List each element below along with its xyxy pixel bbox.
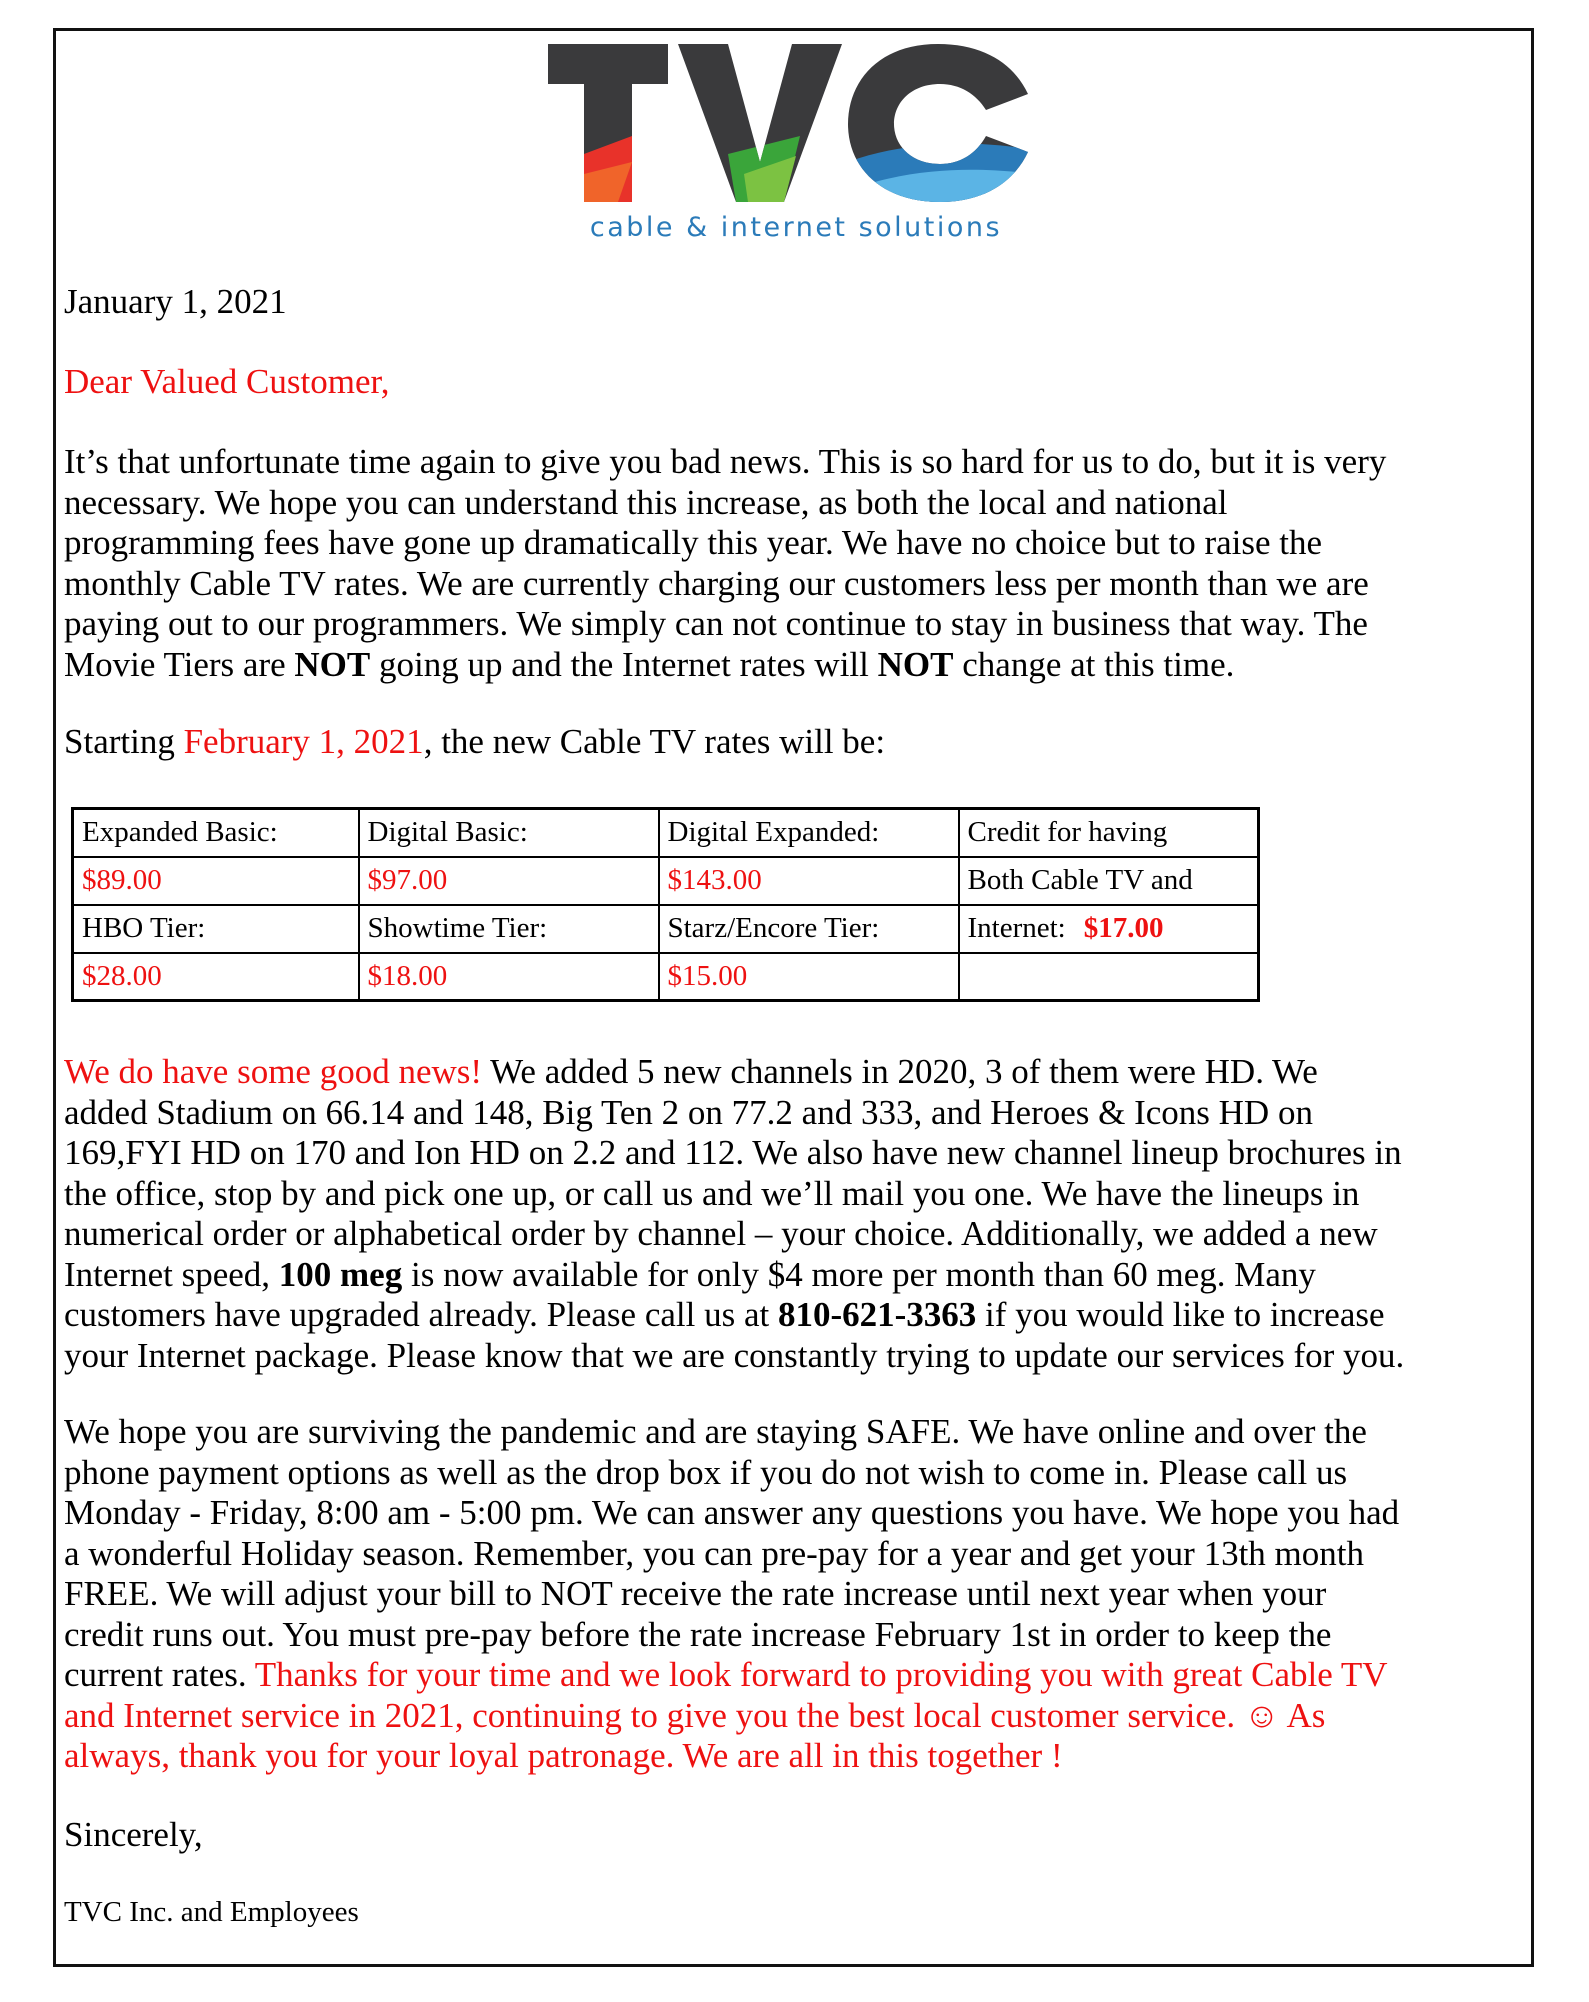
intro-line: monthly Cable TV rates. We are currently charging our customers less per month than we are <box>64 563 1369 603</box>
logo-tagline: cable & internet solutions <box>589 212 1003 243</box>
table-row <box>73 905 1259 953</box>
closing-line: We hope you are surviving the pandemic and are staying SAFE. We have online and over the <box>64 1412 1367 1451</box>
table-cell: Credit for having <box>959 809 1259 857</box>
good-news-line: your Internet package. Please know that we are constantly trying to update our services for you. <box>64 1335 1405 1375</box>
table-row <box>73 809 1259 857</box>
table-cell: Expanded Basic: <box>73 809 359 857</box>
good-news-lead: We do have some good news! <box>64 1052 483 1091</box>
rates-table <box>71 807 1260 1002</box>
internet-speed: 100 meg <box>278 1254 403 1294</box>
signoff: Sincerely, <box>64 1815 203 1854</box>
intro-line: programming fees have gone up dramatically this year. We have no choice but to raise the <box>64 523 1323 562</box>
good-news-line: We do have some good news! We added 5 new channels in 2020, 3 of them were HD. We <box>64 1052 1318 1091</box>
closing-line: and Internet service in 2021, continuing to give you the best local customer service. ☺ As <box>64 1695 1326 1735</box>
good-news-line: customers have upgraded already. Please call us at 810-621-3363 if you would like to increase <box>64 1295 1385 1334</box>
intro-line: It’s that unfortunate time again to give you bad news. This is so hard for us to do, but it is very <box>64 442 1387 481</box>
table-row <box>73 857 1259 905</box>
good-news-line: added Stadium on 66.14 and 148, Big Ten 2 on 77.2 and 333, and Heroes & Icons HD on <box>64 1092 1313 1132</box>
table-cell: $18.00 <box>359 953 659 1001</box>
good-news-line: numerical order or alphabetical order by channel – your choice. Additionally, we added a new <box>64 1214 1378 1253</box>
logo-letter-v <box>678 44 848 202</box>
emphasis-not: NOT <box>877 644 954 684</box>
table-cell: Digital Basic: <box>359 809 659 857</box>
table-cell <box>959 953 1259 1001</box>
intro-paragraph <box>64 442 1386 685</box>
good-news-paragraph <box>64 1052 1404 1376</box>
table-cell: Internet: $17.00 <box>959 905 1259 953</box>
closing-line: always, thank you for your loyal patronage. We are all in this together ! <box>64 1736 1063 1775</box>
table-cell: $28.00 <box>73 953 359 1001</box>
good-news-line: the office, stop by and pick one up, or call us and we’ll mail you one. We have the lineups in <box>64 1173 1360 1213</box>
intro-line: necessary. We hope you can understand this increase, as both the local and national <box>64 482 1228 522</box>
closing-line: FREE. We will adjust your bill to NOT receive the rate increase until next year when your <box>64 1574 1327 1613</box>
starting-line: Starting February 1, 2021, the new Cable TV rates will be: <box>64 722 886 761</box>
effective-date: February 1, 2021 <box>183 722 424 761</box>
table-cell: Starz/Encore Tier: <box>659 905 959 953</box>
closing-paragraph <box>64 1412 1399 1777</box>
table-row <box>73 953 1259 1001</box>
table-cell: HBO Tier: <box>73 905 359 953</box>
table-cell: $143.00 <box>659 857 959 905</box>
letter-date: January 1, 2021 <box>64 282 287 321</box>
closing-line: current rates. Thanks for your time and we look forward to providing you with great Cable TV <box>64 1655 1388 1694</box>
table-cell: Digital Expanded: <box>659 809 959 857</box>
table-cell: $15.00 <box>659 953 959 1001</box>
salutation: Dear Valued Customer, <box>64 362 390 401</box>
logo-letter-t <box>548 44 668 202</box>
signature: TVC Inc. and Employees <box>64 1896 359 1928</box>
closing-line: Monday - Friday, 8:00 am - 5:00 pm. We can answer any questions you have. We hope you had <box>64 1493 1400 1532</box>
emphasis-not: NOT <box>294 644 371 684</box>
table-cell: Showtime Tier: <box>359 905 659 953</box>
table-cell: $89.00 <box>73 857 359 905</box>
phone-number: 810-621-3363 <box>777 1295 977 1334</box>
good-news-line: Internet speed, 100 meg is now available for only $4 more per month than 60 meg. Many <box>64 1254 1316 1294</box>
intro-line: Movie Tiers are NOT going up and the Internet rates will NOT change at this time. <box>64 644 1235 684</box>
intro-line: paying out to our programmers. We simply can not continue to stay in business that way. The <box>64 604 1368 643</box>
good-news-line: 169,FYI HD on 170 and Ion HD on 2.2 and 112. We also have new channel lineup brochures in <box>64 1133 1402 1172</box>
closing-line: a wonderful Holiday season. Remember, you can pre-pay for a year and get your 13th month <box>64 1533 1364 1573</box>
credit-amount: $17.00 <box>1083 912 1164 944</box>
table-cell: $97.00 <box>359 857 659 905</box>
closing-line: credit runs out. You must pre-pay before the rate increase February 1st in order to keep the <box>64 1614 1332 1654</box>
closing-line: phone payment options as well as the drop box if you do not wish to come in. Please call us <box>64 1452 1348 1492</box>
logo-letter-c <box>844 44 1034 202</box>
table-cell: Both Cable TV and <box>959 857 1259 905</box>
